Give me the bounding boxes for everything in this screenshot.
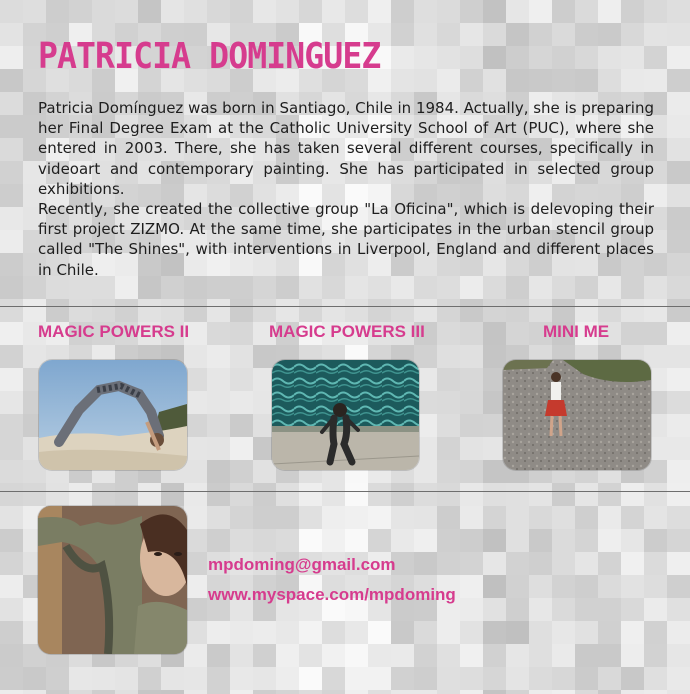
artist-portrait-photo — [38, 506, 187, 654]
divider-bottom — [0, 491, 690, 492]
work-title-magic-powers-ii: MAGIC POWERS II — [38, 322, 190, 341]
email-link[interactable]: mpdoming@gmail.com — [208, 555, 396, 574]
website-link[interactable]: www.myspace.com/mpdoming — [208, 585, 456, 604]
thumbnail-magic-powers-ii[interactable] — [39, 360, 187, 470]
bio-paragraph-2: Recently, she created the collective group "La Oficina", which is delevoping their first project ZIZMO. At the same time, she participates in the urban stencil group called "The Shines", with interventions in Liverpool, England and different places in Chile. — [38, 200, 654, 279]
work-title-mini-me: MINI ME — [543, 322, 610, 341]
artist-bio — [38, 98, 654, 280]
bio-paragraph-1: Patricia Domínguez was born in Santiago, Chile in 1984. Actually, she is preparing her Final Degree Exam at the Catholic University School of Art (PUC), where she entered in 2003. There, she has taken several different courses, specifically in videoart and contemporary painting. She has participated in selected group exhibitions. — [38, 99, 654, 198]
divider-top — [0, 306, 690, 307]
thumbnail-mini-me[interactable] — [503, 360, 651, 470]
work-title-magic-powers-iii: MAGIC POWERS III — [269, 322, 425, 341]
thumbnail-magic-powers-iii[interactable] — [272, 360, 419, 470]
artist-name-title: PATRICIA DOMINGUEZ — [38, 36, 381, 77]
